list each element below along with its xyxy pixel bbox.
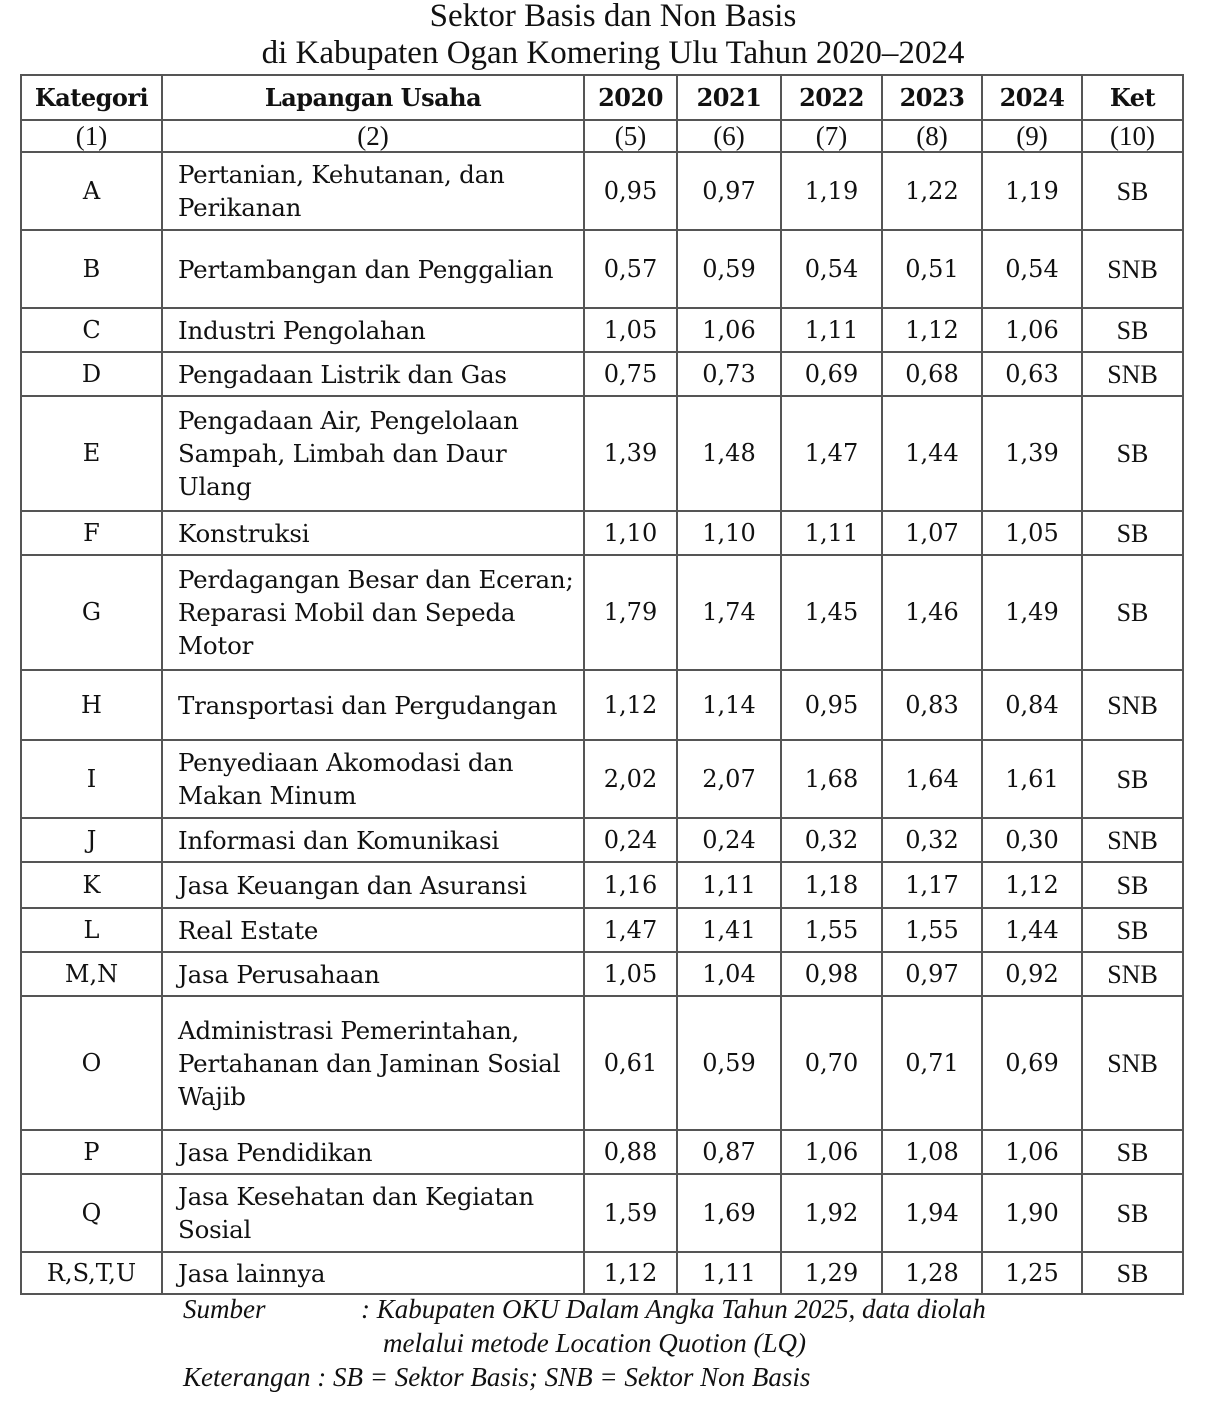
lq-2021-cell: 1,41 [677,908,781,952]
lq-2020-cell: 0,75 [584,352,677,396]
lq-2023-cell: 1,07 [882,511,982,555]
kategori-cell: C [21,308,162,352]
lapangan-usaha-cell: Pertambangan dan Penggalian [162,230,584,308]
header-ket: Ket [1082,75,1183,120]
lq-2024-cell: 1,06 [982,1130,1082,1174]
table-row [21,230,1183,308]
kategori-cell: J [21,818,162,862]
lq-2020-cell: 1,10 [584,511,677,555]
lq-2024-cell: 1,39 [982,396,1082,511]
lq-2020-cell: 2,02 [584,740,677,818]
kategori-cell: G [21,555,162,670]
lq-2023-cell: 1,64 [882,740,982,818]
lapangan-usaha-cell: Pengadaan Air, Pengelolaan Sampah, Limbah dan Daur Ulang [162,396,584,511]
header-kategori: Kategori [21,75,162,120]
lq-2023-cell: 1,44 [882,396,982,511]
lq-2022-cell: 0,95 [781,670,882,740]
kategori-cell: F [21,511,162,555]
column-number: (10) [1082,120,1183,152]
lq-2020-cell: 1,39 [584,396,677,511]
lq-2024-cell: 1,19 [982,152,1082,230]
table-row [21,862,1183,908]
lq-2021-cell: 1,10 [677,511,781,555]
table-row [21,952,1183,996]
lapangan-usaha-cell: Pertanian, Kehutanan, dan Perikanan [162,152,584,230]
column-number: (5) [584,120,677,152]
lapangan-usaha-cell: Jasa lainnya [162,1252,584,1294]
lq-2023-cell: 1,94 [882,1174,982,1252]
ket-cell: SB [1082,862,1183,908]
lapangan-usaha-cell: Jasa Kesehatan dan Kegiatan Sosial [162,1174,584,1252]
ket-cell: SNB [1082,952,1183,996]
lq-2022-cell: 1,47 [781,396,882,511]
lq-2024-cell: 1,25 [982,1252,1082,1294]
lq-2024-cell: 1,12 [982,862,1082,908]
ket-cell: SNB [1082,996,1183,1130]
ket-cell: SB [1082,152,1183,230]
lq-2021-cell: 1,69 [677,1174,781,1252]
lq-2022-cell: 1,06 [781,1130,882,1174]
lq-2021-cell: 1,74 [677,555,781,670]
lq-2021-cell: 1,11 [677,862,781,908]
ket-cell: SB [1082,740,1183,818]
lapangan-usaha-cell: Industri Pengolahan [162,308,584,352]
lq-2024-cell: 1,90 [982,1174,1082,1252]
ket-cell: SB [1082,555,1183,670]
table-row [21,1174,1183,1252]
source-text-line-2: melalui metode Location Quotion (LQ) [383,1328,806,1358]
lq-2020-cell: 0,57 [584,230,677,308]
table-row [21,1252,1183,1294]
table-row [21,908,1183,952]
lq-2020-cell: 0,95 [584,152,677,230]
lq-2022-cell: 0,70 [781,996,882,1130]
lapangan-usaha-cell: Penyediaan Akomodasi dan Makan Minum [162,740,584,818]
header-row [21,75,1183,120]
lapangan-usaha-cell: Administrasi Pemerintahan, Pertahanan dan Jaminan Sosial Wajib [162,996,584,1130]
lq-2023-cell: 0,51 [882,230,982,308]
kategori-cell: L [21,908,162,952]
kategori-cell: I [21,740,162,818]
lq-2023-cell: 0,97 [882,952,982,996]
lapangan-usaha-cell: Konstruksi [162,511,584,555]
table-row [21,818,1183,862]
lq-2024-cell: 1,49 [982,555,1082,670]
lapangan-usaha-cell: Jasa Pendidikan [162,1130,584,1174]
column-number: (6) [677,120,781,152]
lq-2022-cell: 1,11 [781,511,882,555]
lapangan-usaha-cell: Real Estate [162,908,584,952]
table-row [21,555,1183,670]
lq-2023-cell: 1,22 [882,152,982,230]
lq-2021-cell: 1,04 [677,952,781,996]
ket-cell: SB [1082,308,1183,352]
kategori-cell: D [21,352,162,396]
table-title-line-2: di Kabupaten Ogan Komering Ulu Tahun 2020–2024 [261,35,965,71]
table-row [21,1130,1183,1174]
kategori-cell: B [21,230,162,308]
lq-2023-cell: 0,68 [882,352,982,396]
lq-2020-cell: 1,05 [584,308,677,352]
lapangan-usaha-cell: Pengadaan Listrik dan Gas [162,352,584,396]
lq-2024-cell: 1,44 [982,908,1082,952]
lq-2021-cell: 0,97 [677,152,781,230]
kategori-cell: A [21,152,162,230]
source-text-line-1: : Kabupaten OKU Dalam Angka Tahun 2025, data diolah [361,1294,986,1324]
ket-cell: SB [1082,1252,1183,1294]
lq-2020-cell: 1,12 [584,670,677,740]
lq-2022-cell: 1,11 [781,308,882,352]
lq-2024-cell: 1,06 [982,308,1082,352]
ket-cell: SNB [1082,818,1183,862]
lq-2023-cell: 0,71 [882,996,982,1130]
column-number: (1) [21,120,162,152]
ket-cell: SNB [1082,670,1183,740]
lq-2021-cell: 0,87 [677,1130,781,1174]
lq-2020-cell: 1,05 [584,952,677,996]
lapangan-usaha-cell: Jasa Perusahaan [162,952,584,996]
lq-2022-cell: 1,45 [781,555,882,670]
table-row [21,152,1183,230]
table-row [21,740,1183,818]
lq-2022-cell: 1,18 [781,862,882,908]
lq-2021-cell: 2,07 [677,740,781,818]
table-row [21,511,1183,555]
legend-note: Keterangan : SB = Sektor Basis; SNB = Sektor Non Basis [183,1362,811,1392]
lq-2021-cell: 0,59 [677,230,781,308]
column-number-row [21,120,1183,152]
lq-2023-cell: 1,12 [882,308,982,352]
lq-2024-cell: 0,69 [982,996,1082,1130]
table-row [21,996,1183,1130]
kategori-cell: E [21,396,162,511]
kategori-cell: H [21,670,162,740]
lq-2021-cell: 1,06 [677,308,781,352]
table-row [21,670,1183,740]
table-row [21,308,1183,352]
lq-2021-cell: 0,24 [677,818,781,862]
lq-2024-cell: 0,63 [982,352,1082,396]
lq-2022-cell: 0,98 [781,952,882,996]
lq-2022-cell: 1,68 [781,740,882,818]
ket-cell: SB [1082,908,1183,952]
header-2022: 2022 [781,75,882,120]
lq-2020-cell: 1,59 [584,1174,677,1252]
kategori-cell: R,S,T,U [21,1252,162,1294]
lq-2024-cell: 0,92 [982,952,1082,996]
lq-2020-cell: 1,16 [584,862,677,908]
ket-cell: SNB [1082,230,1183,308]
source-label: Sumber [183,1294,266,1324]
lq-2022-cell: 0,54 [781,230,882,308]
lq-2023-cell: 1,17 [882,862,982,908]
kategori-cell: O [21,996,162,1130]
lq-2024-cell: 0,30 [982,818,1082,862]
lapangan-usaha-cell: Informasi dan Komunikasi [162,818,584,862]
lapangan-usaha-cell: Perdagangan Besar dan Eceran; Reparasi Mobil dan Sepeda Motor [162,555,584,670]
lq-2021-cell: 1,14 [677,670,781,740]
ket-cell: SB [1082,511,1183,555]
lq-2021-cell: 1,48 [677,396,781,511]
ket-cell: SB [1082,1174,1183,1252]
lq-2020-cell: 0,61 [584,996,677,1130]
lq-2021-cell: 1,11 [677,1252,781,1294]
lq-2020-cell: 1,12 [584,1252,677,1294]
kategori-cell: K [21,862,162,908]
lapangan-usaha-cell: Jasa Keuangan dan Asuransi [162,862,584,908]
lq-2021-cell: 0,59 [677,996,781,1130]
lq-2020-cell: 0,88 [584,1130,677,1174]
header-2024: 2024 [982,75,1082,120]
header-2023: 2023 [882,75,982,120]
lq-table [20,74,1184,1295]
ket-cell: SB [1082,1130,1183,1174]
table-row [21,352,1183,396]
lq-2022-cell: 1,29 [781,1252,882,1294]
header-2021: 2021 [677,75,781,120]
column-number: (8) [882,120,982,152]
lq-2023-cell: 1,08 [882,1130,982,1174]
lq-2022-cell: 1,55 [781,908,882,952]
ket-cell: SNB [1082,352,1183,396]
kategori-cell: P [21,1130,162,1174]
header-lapangan-usaha: Lapangan Usaha [162,75,584,120]
lq-2023-cell: 0,32 [882,818,982,862]
header-2020: 2020 [584,75,677,120]
table-row [21,396,1183,511]
lq-2020-cell: 1,79 [584,555,677,670]
column-number: (9) [982,120,1082,152]
kategori-cell: M,N [21,952,162,996]
ket-cell: SB [1082,396,1183,511]
lq-2023-cell: 1,46 [882,555,982,670]
column-number: (7) [781,120,882,152]
kategori-cell: Q [21,1174,162,1252]
column-number: (2) [162,120,584,152]
lq-2020-cell: 0,24 [584,818,677,862]
lq-2022-cell: 1,92 [781,1174,882,1252]
lq-2023-cell: 1,28 [882,1252,982,1294]
table-title-line-1: Sektor Basis dan Non Basis [429,0,797,34]
lq-2023-cell: 0,83 [882,670,982,740]
lq-2020-cell: 1,47 [584,908,677,952]
lq-2024-cell: 0,54 [982,230,1082,308]
lq-2024-cell: 0,84 [982,670,1082,740]
lq-2022-cell: 0,32 [781,818,882,862]
lq-2021-cell: 0,73 [677,352,781,396]
lq-2024-cell: 1,05 [982,511,1082,555]
lq-2022-cell: 0,69 [781,352,882,396]
lq-2023-cell: 1,55 [882,908,982,952]
lq-2022-cell: 1,19 [781,152,882,230]
lq-2024-cell: 1,61 [982,740,1082,818]
lapangan-usaha-cell: Transportasi dan Pergudangan [162,670,584,740]
